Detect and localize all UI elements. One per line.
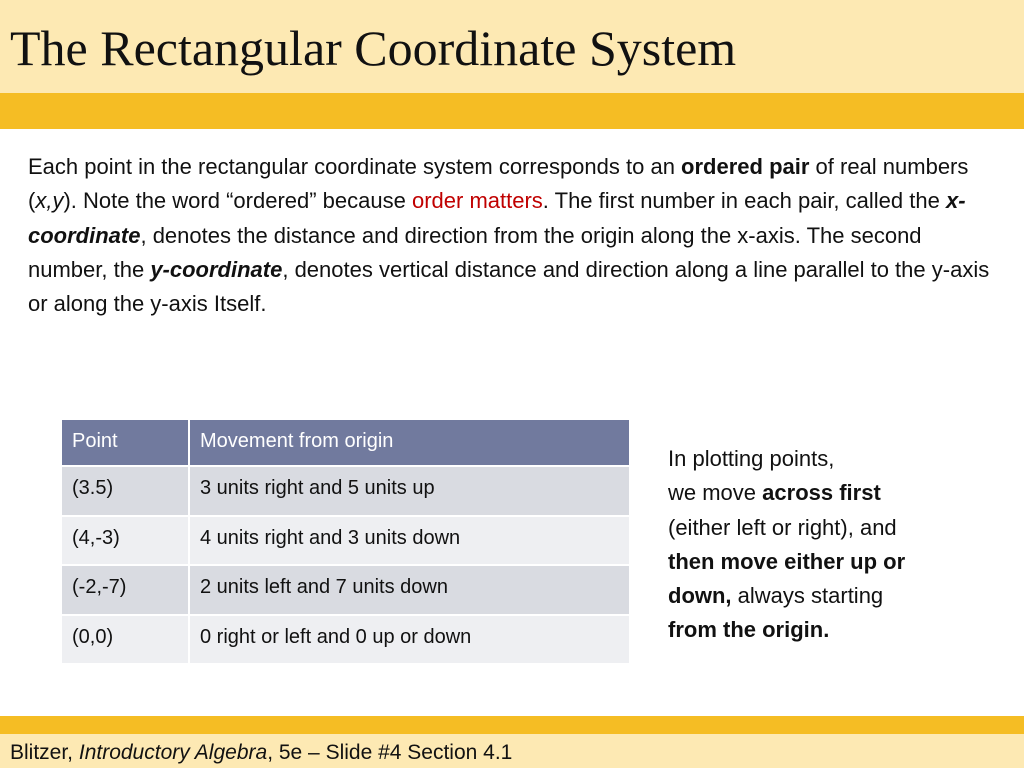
footer-accent-bar bbox=[0, 716, 1024, 734]
note-text: always starting bbox=[731, 583, 884, 609]
paragraph-text: of real numbers ( bbox=[28, 154, 969, 214]
note-line bbox=[668, 579, 998, 613]
footer-book-title: Introductory Algebra bbox=[78, 741, 268, 764]
slide-title: The Rectangular Coordinate System bbox=[10, 20, 737, 76]
ordered-pair-term: ordered pair bbox=[681, 154, 810, 179]
point-cell: (4,-3) bbox=[61, 516, 189, 566]
xy-notation: x,y bbox=[35, 188, 64, 214]
note-text: we move bbox=[668, 480, 763, 506]
paragraph-text: Each point in the rectangular coordinate system corresponds to an bbox=[28, 154, 682, 179]
from-origin-emphasis: from the origin. bbox=[668, 617, 830, 643]
column-header-point: Point bbox=[61, 419, 189, 466]
table-row bbox=[61, 565, 630, 615]
across-first-emphasis: across first bbox=[762, 480, 881, 506]
plotting-note bbox=[668, 442, 998, 648]
note-line: (either left or right), and bbox=[668, 514, 897, 540]
point-cell: (-2,-7) bbox=[61, 565, 189, 615]
x-coordinate-term: x-coordinate bbox=[28, 188, 966, 248]
movement-cell: 3 units right and 5 units up bbox=[189, 466, 630, 516]
note-line bbox=[668, 545, 998, 579]
table-header-row bbox=[61, 419, 630, 466]
paragraph-text: . The first number in each pair, called the bbox=[542, 188, 946, 214]
footer-author: Blitzer, bbox=[10, 741, 79, 764]
movement-table bbox=[60, 418, 631, 665]
paragraph-text: , denotes vertical distance and direction along a line parallel to the y-axis or along the y-axis Itself. bbox=[28, 256, 990, 317]
movement-cell: 2 units left and 7 units down bbox=[189, 565, 630, 615]
table-row bbox=[61, 516, 630, 566]
move-up-down-emphasis: then move either up or bbox=[668, 548, 906, 574]
table-row bbox=[61, 466, 630, 516]
y-coordinate-term: y-coordinate bbox=[150, 256, 283, 282]
paragraph-text: , denotes the distance and direction from the origin along the x-axis. The second number, the bbox=[28, 222, 922, 282]
movement-cell: 0 right or left and 0 up or down bbox=[189, 615, 630, 665]
table-row bbox=[61, 615, 630, 665]
note-line bbox=[668, 613, 998, 647]
point-cell: (0,0) bbox=[61, 615, 189, 665]
title-accent-bar bbox=[0, 93, 1024, 129]
movement-cell: 4 units right and 3 units down bbox=[189, 516, 630, 566]
note-line: In plotting points, bbox=[668, 446, 835, 471]
down-emphasis: down, bbox=[668, 583, 732, 609]
order-matters-emphasis: order matters bbox=[411, 188, 543, 214]
slide-footer bbox=[10, 740, 512, 766]
note-line bbox=[668, 476, 998, 510]
footer-slide-info: , 5e – Slide #4 Section 4.1 bbox=[267, 741, 513, 764]
body-paragraph bbox=[28, 150, 998, 321]
column-header-movement: Movement from origin bbox=[189, 419, 630, 466]
paragraph-text: ). Note the word “ordered” because bbox=[63, 188, 412, 214]
point-cell: (3.5) bbox=[61, 466, 189, 516]
